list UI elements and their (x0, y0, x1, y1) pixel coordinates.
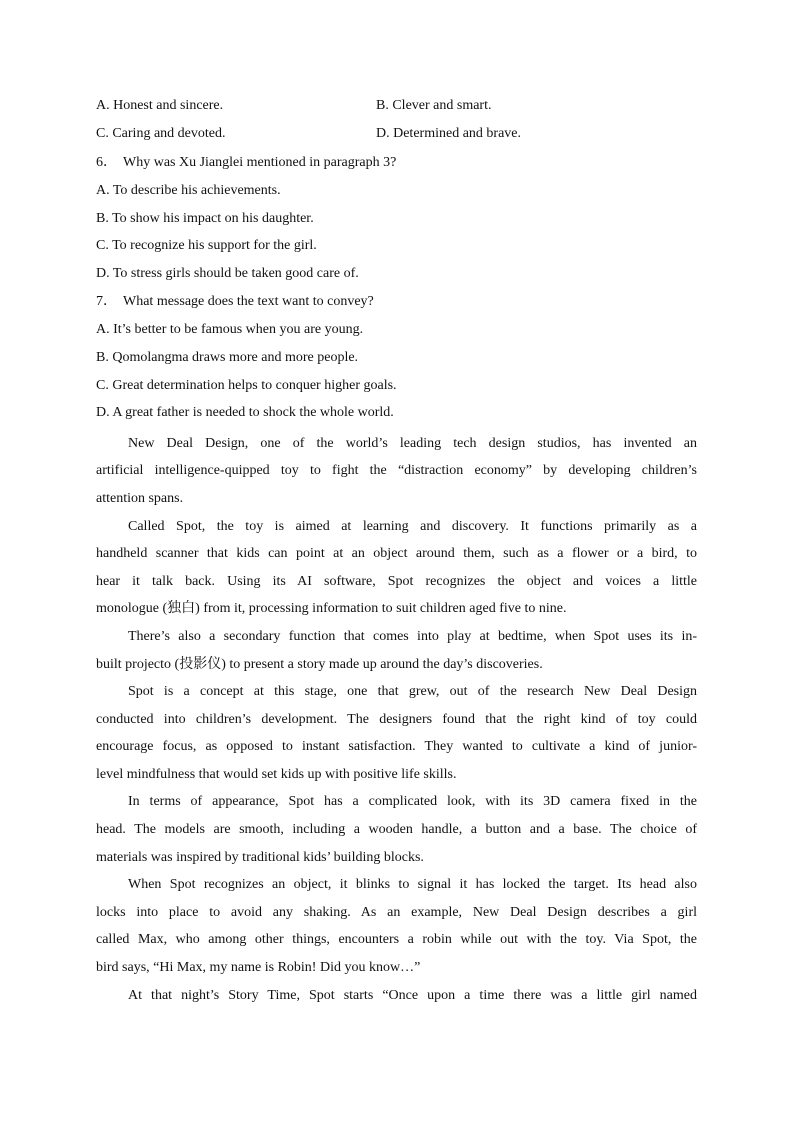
option-c: C. Caring and devoted. (96, 126, 226, 141)
options-row-ab (96, 95, 697, 123)
paragraph-line: When Spot recognizes an object, it blinks to signal it has locked the target. Its head also (128, 877, 697, 893)
option-a: A. Honest and sincere. (96, 98, 224, 113)
paragraph-line: materials was inspired by traditional kids’ building blocks. (96, 849, 424, 865)
paragraph-line: Spot is a concept at this stage, one that grew, out of the research New Deal Design (128, 684, 697, 700)
question-text: What message does the text want to convey? (123, 294, 374, 310)
paragraph (96, 623, 697, 678)
q6-option-d: D. To stress girls should be taken good care of. (96, 265, 359, 281)
paragraph-line: called Max, who among other things, encounters a robin while out with the toy. Via Spot, the (96, 932, 697, 948)
paragraph-line: There’s also a secondary function that comes into play at bedtime, when Spot uses its in- (128, 628, 697, 644)
paragraph (96, 871, 697, 981)
question-text: Why was Xu Jianglei mentioned in paragraph 3? (123, 155, 397, 170)
paragraph-line: bird says, “Hi Max, my name is Robin! Did you know…” (96, 960, 421, 976)
paragraph-line: hear it talk back. Using its AI software, Spot recognizes the object and voices a little (96, 573, 697, 589)
paragraph-line: In terms of appearance, Spot has a complicated look, with its 3D camera fixed in the (128, 794, 697, 810)
options-row-cd (96, 123, 697, 151)
q6-option-c: C. To recognize his support for the girl. (96, 238, 317, 254)
paragraph-line: Called Spot, the toy is aimed at learning and discovery. It functions primarily as a (128, 518, 697, 534)
paragraph-line: monologue (独白) from it, processing information to suit children aged five to nine. (96, 601, 567, 617)
question-7 (96, 290, 697, 319)
paragraph (96, 678, 697, 788)
reading-passage (96, 430, 697, 1009)
q7-option-b: B. Qomolangma draws more and more people. (96, 349, 359, 365)
question-number: 6． (96, 155, 117, 170)
paragraph (96, 982, 697, 1010)
paragraph-line: level mindfulness that would set kids up with positive life skills. (96, 766, 457, 782)
paragraph-line: handheld scanner that kids can point at an object around them, such as a flower or a bird, to (96, 546, 697, 562)
option-b: B. Clever and smart. (376, 98, 492, 113)
q7-option-d: D. A great father is needed to shock the whole world. (96, 405, 394, 421)
q6-option-b: B. To show his impact on his daughter. (96, 210, 314, 226)
paragraph-line: head. The models are smooth, including a wooden handle, a button and a base. The choice of (96, 822, 697, 838)
paragraph (96, 430, 697, 513)
q7-option-a: A. It’s better to be famous when you are young. (96, 322, 364, 338)
option-d: D. Determined and brave. (376, 126, 521, 141)
paragraph-line: built projecto (投影仪) to present a story made up around the day’s discoveries. (96, 656, 543, 672)
paragraph-line: New Deal Design, one of the world’s leading tech design studios, has invented an (128, 435, 697, 451)
paragraph-line: conducted into children’s development. The designers found that the right kind of toy could (96, 711, 697, 727)
question-6 (96, 151, 697, 180)
document-content (96, 95, 697, 1009)
paragraph-line: locks into place to avoid any shaking. As an example, New Deal Design describes a girl (96, 904, 697, 920)
q7-option-c: C. Great determination helps to conquer higher goals. (96, 377, 397, 393)
paragraph-line: encourage focus, as opposed to instant satisfaction. They wanted to cultivate a kind of junior- (96, 739, 697, 755)
question-number: 7． (96, 294, 117, 310)
paragraph-line: attention spans. (96, 490, 184, 506)
q6-option-a: A. To describe his achievements. (96, 183, 281, 198)
paragraph-line: At that night’s Story Time, Spot starts “Once upon a time there was a little girl named (128, 987, 697, 1003)
paragraph (96, 513, 697, 623)
paragraph-line: artificial intelligence-quipped toy to fight the “distraction economy” by developing children’s (96, 463, 697, 479)
paragraph (96, 788, 697, 871)
